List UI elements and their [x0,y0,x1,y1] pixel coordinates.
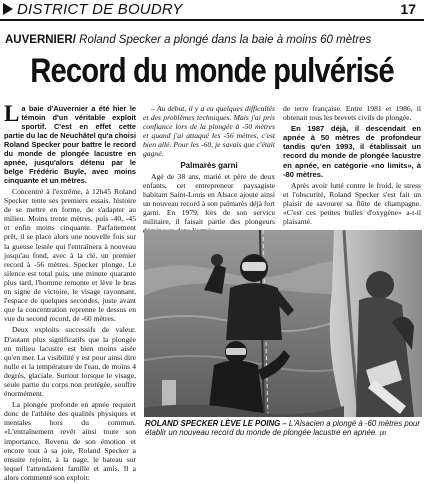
body-paragraph: Deux exploits successifs de valeur. D'autant plus significatifs que la plongée en milieu lacustre est bien moins aisée qu'en mer. La visibilité y est pour ainsi dire nulle et la température de l'eau, de moins 4 degrés, glaciale. Surtout lorsque le visage, seule partie du corps non protégée, souffre énormément. [4,325,136,399]
kicker-location: AUVERNIER/ [5,34,76,46]
article-column-2 [143,104,275,237]
drop-cap: L [4,101,20,126]
body-paragraph: de terre française. Entre 1981 et 1986, il obtenait tous les brevets civils de plongée. [283,104,421,123]
body-paragraph: Agé de 38 ans, marié et père de deux enfants, cet entrepreneur paysagiste habitant Saint-Louis en Alsace ajoute ainsi un nouveau record à son palmarès déjà fort garni. En 1979, lors de son service militaire, il faisait partie des plongeurs [143,171,275,227]
article-column-3 [283,104,421,237]
body-paragraph: La plongée profonde en apnée requiert donc de l'athlète des qualités physiques et mentales hors du commun. «L'entraînement revêt ainsi toute son importance. Revenu de son émotion et encore tout à sa joie, Roland Specker a ensuite rejoint, à la nage, le bateau sur lequel l'attendaient famille et amis. Il a alors commenté son exploit: [4,400,136,482]
quote-paragraph: – Au début, il y a eu quelques difficultés et des problèmes techniques. Mais j'ai pris confiance lors de la plongée à -50 mètres et quand j'ai attaqué les -56 mètres, c'est bien allé. Pour les -60, je savais que c'était gagné. [143,104,275,159]
diver-photo [144,230,422,417]
caption-text: – L'Alsacien a plongé à -60 mètres pour établir un nouveau record du monde de plongée lacustre en apnée. [145,419,420,438]
kicker-subtitle: Roland Specker a plongé dans la baie à moins 60 mètres [79,34,372,46]
headline: Record du monde pulvérisé [30,52,394,90]
triangle-arrow-icon [3,3,13,15]
kicker [5,34,371,46]
article-column-1 [4,101,136,484]
lead-paragraph [4,101,136,185]
page-number: 17 [400,1,416,17]
header-rule [0,19,424,21]
photo-credit: ptr [379,431,387,438]
caption-lead: ROLAND SPECKER LÈVE LE POING [145,419,281,428]
section-header [0,0,424,20]
diver-photo-illustration [144,230,422,417]
photo-caption [145,419,420,440]
body-paragraph-bold: En 1987 déjà, il descendait en apnée à 50 mètres de profondeur tandis qu'en 1993, il établissait un record du monde de plongée lacustre en apnée, en catégorie «no limits», à -80 mètres. [283,124,421,179]
body-paragraph: Concentré à l'extrême, à 12h45 Roland Specker tente ses premiers essais, histoire de se mettre en forme, de s'adapter au milieu. Moins trente mètres, puis -40, -45 et enfin moins cinquante. Parfaitement prêt, il se place alors une nouvelle fois sur la gueuse lestée qui l'entraînera à nouveau jusqu'au fond, avec à la clé, un premier record à -56 mètres. Specker plonge. Le silence est total puis, une minute quarante plus tard, l'homme remonte et lève le bras en signe de victoire, le visage rayonnant, l'espace de quelques secondes, juste avant que la concentration reprenne le dessus en vue du second record, de -60 mètres. [4,187,136,324]
body-paragraph [283,181,421,226]
lead-text: a baie d'Auvernier a été hier le témoin d'un véritable exploit sportif. C'est en effet cette partie du lac de Neuchâtel qu'a choisi Roland Specker pour battre le record du monde de plongée lacustre en apnée, jusqu'alors détenu par le belge Frédéric Buyle, avec moins cinquante et un mètres. [4,104,136,185]
body-text: Après avoir lutté contre le froid, le stress et l'obscurité, Roland Specker s'est fait un plaisir de savourer sa flûte de champagne. «C'est ces petites bulles d'oxygène» a-t-il plaisanté. [283,180,421,227]
section-title: DISTRICT DE BOUDRY [17,1,183,18]
intertitle: Palmarès garni [180,160,238,170]
